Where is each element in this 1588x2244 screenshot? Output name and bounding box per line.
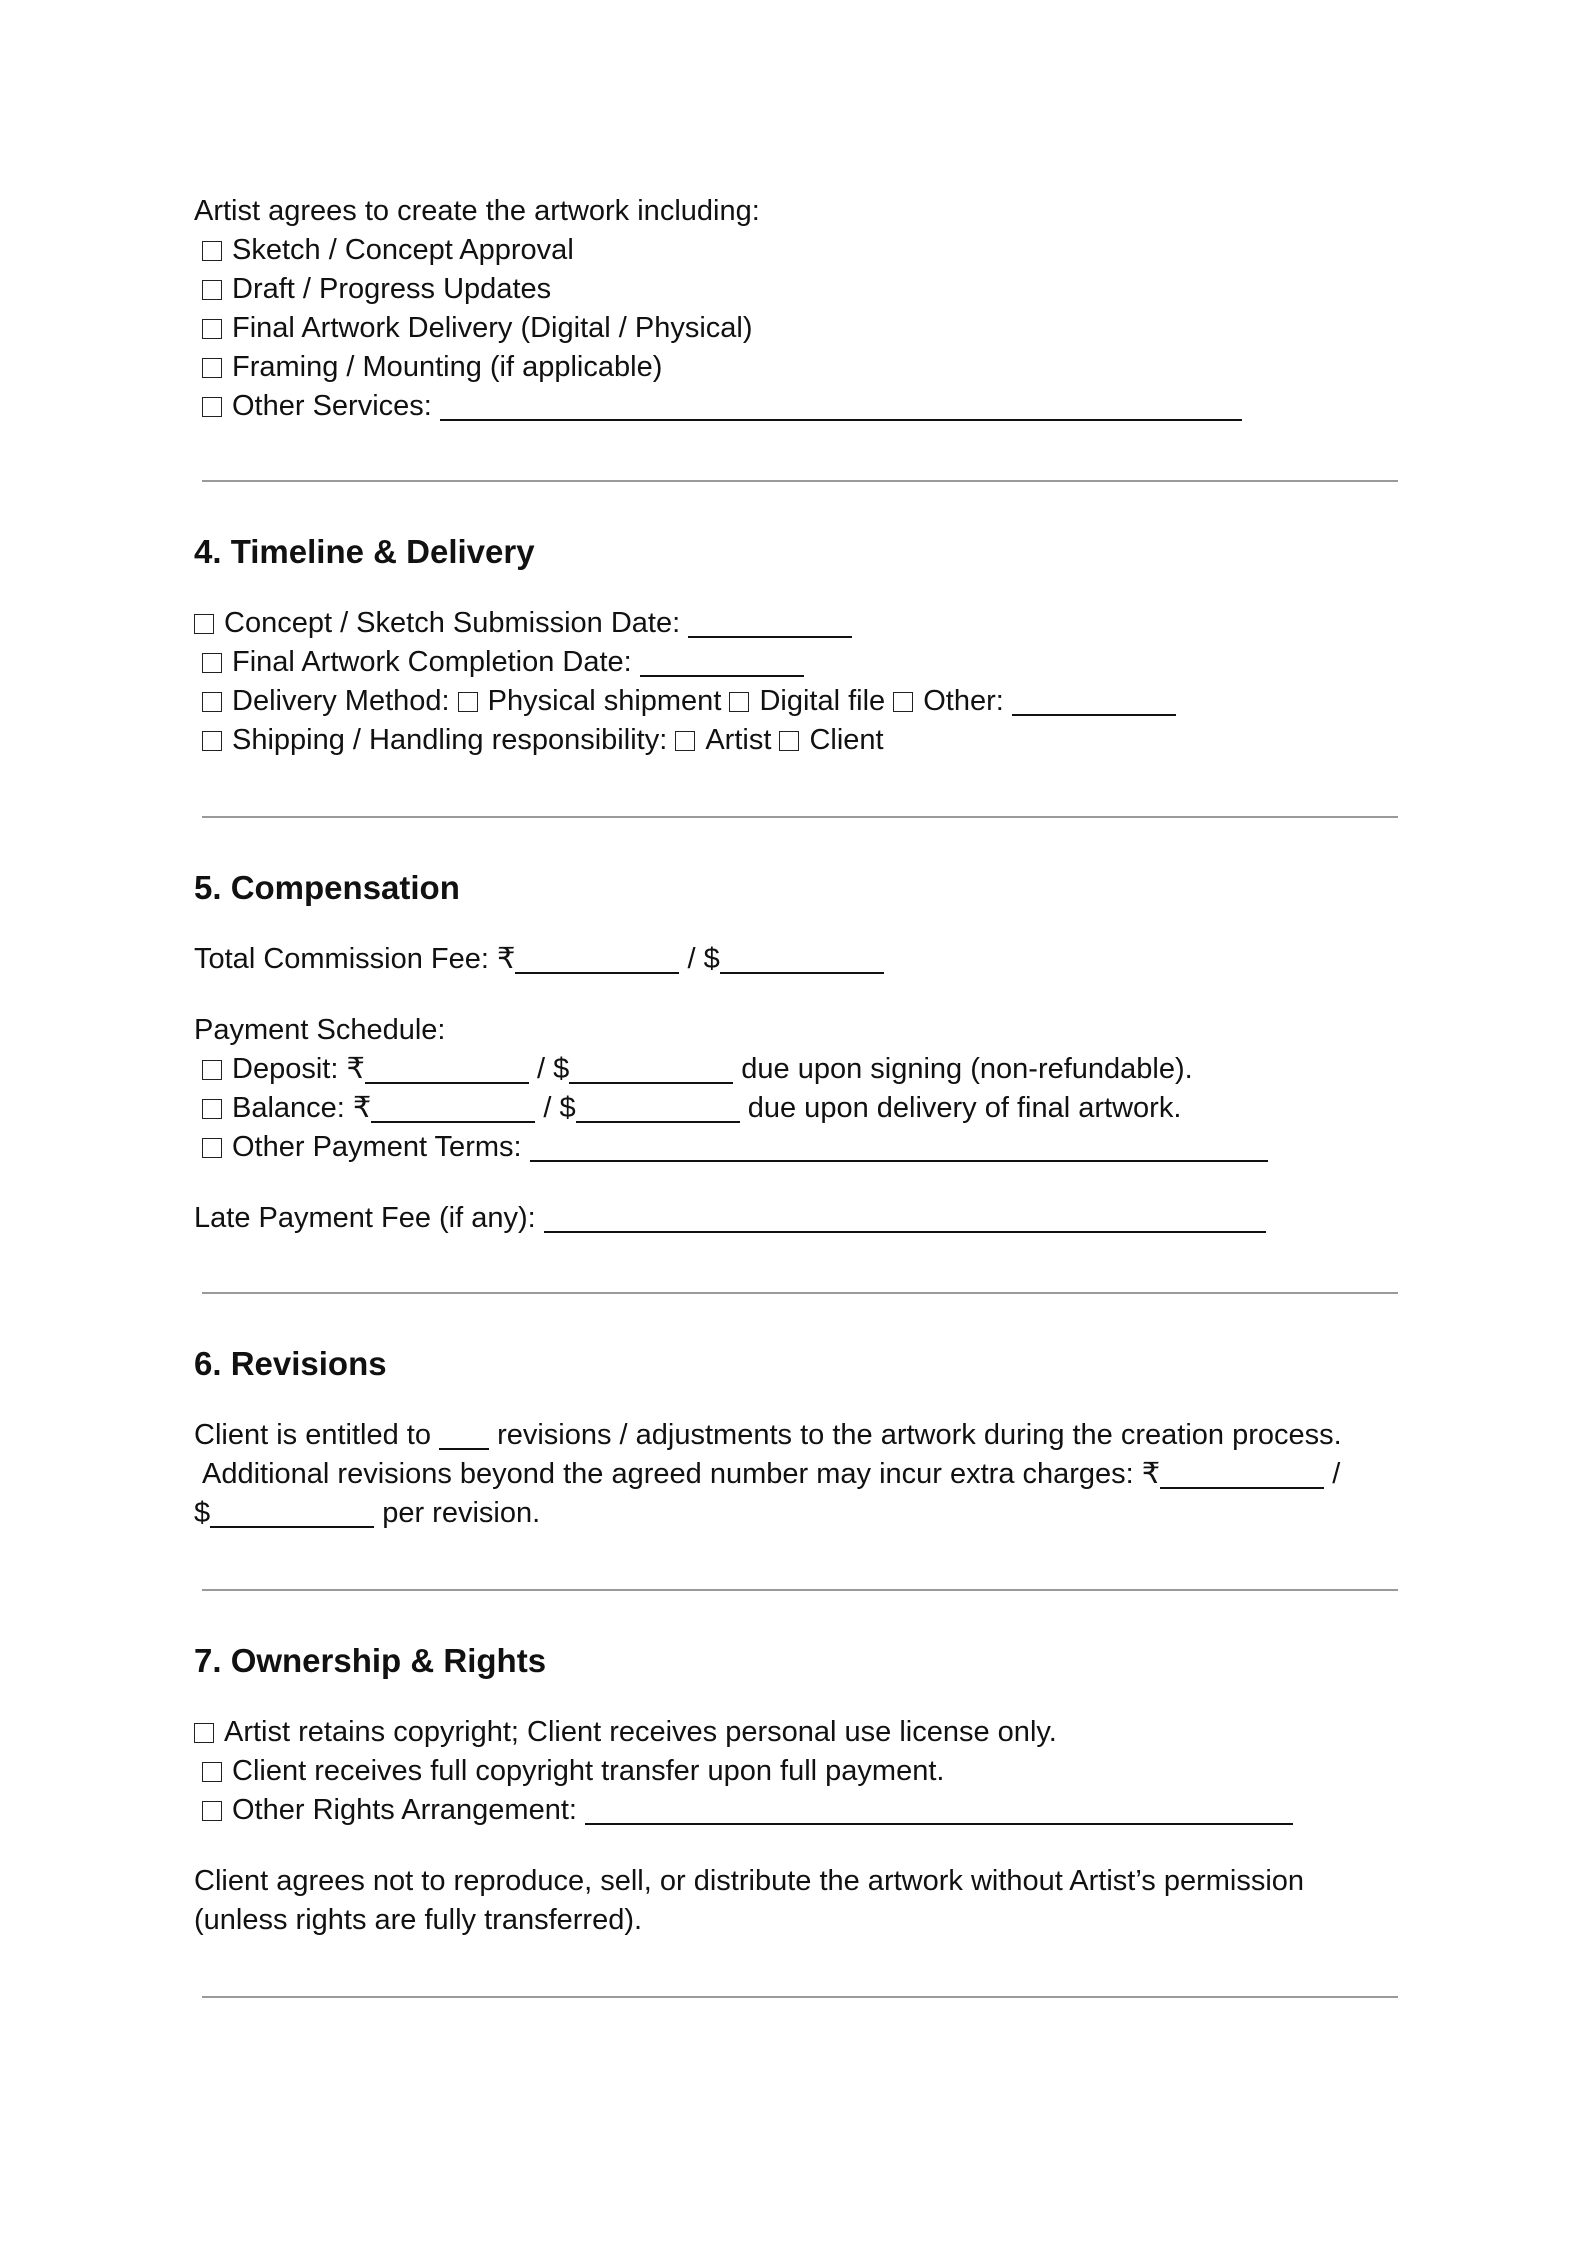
other-terms-line: Other Payment Terms: [194, 1128, 1434, 1167]
late-fee-line: Late Payment Fee (if any): [194, 1199, 1434, 1238]
deposit-usd-blank[interactable] [569, 1054, 733, 1084]
service-item-sketch: Sketch / Concept Approval [194, 231, 1434, 270]
timeline-section [194, 530, 1434, 760]
revisions-line-2: Additional revisions beyond the agreed number may incur extra charges: ₹ / [202, 1458, 1341, 1490]
service-item-framing: Framing / Mounting (if applicable) [194, 348, 1434, 387]
revision-fee-usd-blank[interactable] [210, 1498, 374, 1528]
deposit-inr-blank[interactable] [365, 1054, 529, 1084]
balance-line: Balance: ₹ / $ due upon delivery of final artwork. [194, 1089, 1434, 1128]
section-heading-compensation: 5. Compensation [194, 869, 460, 906]
revisions-section [194, 1342, 1434, 1533]
checkbox[interactable] [202, 653, 222, 673]
concept-date-blank[interactable] [688, 608, 852, 638]
total-fee-line: Total Commission Fee: ₹ / $ [194, 940, 1434, 979]
service-item-draft: Draft / Progress Updates [194, 270, 1434, 309]
checkbox[interactable] [202, 397, 222, 417]
checkbox[interactable] [194, 614, 214, 634]
checkbox[interactable] [202, 319, 222, 339]
checkbox[interactable] [202, 731, 222, 751]
rights-section [194, 1639, 1434, 1940]
revision-fee-inr-blank[interactable] [1160, 1459, 1324, 1489]
delivery-method-line: Delivery Method: Physical shipment Digital file Other: [194, 682, 1434, 721]
checkbox[interactable] [202, 1060, 222, 1080]
fee-inr-blank[interactable] [515, 944, 679, 974]
fee-usd-blank[interactable] [720, 944, 884, 974]
delivery-other-blank[interactable] [1012, 686, 1176, 716]
checkbox[interactable] [202, 1099, 222, 1119]
checkbox[interactable] [202, 692, 222, 712]
checkbox-other[interactable] [893, 692, 913, 712]
section-heading-revisions: 6. Revisions [194, 1345, 387, 1382]
balance-usd-blank[interactable] [576, 1093, 740, 1123]
checkbox-physical[interactable] [458, 692, 478, 712]
late-fee-blank[interactable] [544, 1203, 1266, 1233]
rights-option-2: Client receives full copyright transfer upon full payment. [194, 1752, 1434, 1791]
checkbox[interactable] [202, 241, 222, 261]
services-section [194, 192, 1434, 426]
rights-option-1: Artist retains copyright; Client receives personal use license only. [194, 1713, 1434, 1752]
completion-date-line: Final Artwork Completion Date: [194, 643, 1434, 682]
checkbox[interactable] [202, 1138, 222, 1158]
revisions-line-1: Client is entitled to revisions / adjustments to the artwork during the creation process. [194, 1419, 1342, 1451]
revisions-line-3: $ per revision. [194, 1497, 541, 1529]
rights-option-3: Other Rights Arrangement: [194, 1791, 1434, 1830]
deposit-line: Deposit: ₹ / $ due upon signing (non-refundable). [194, 1050, 1434, 1089]
checkbox[interactable] [202, 1801, 222, 1821]
checkbox-digital[interactable] [729, 692, 749, 712]
concept-date-line: Concept / Sketch Submission Date: [194, 604, 1434, 643]
checkbox[interactable] [202, 1762, 222, 1782]
rights-note-line-1: Client agrees not to reproduce, sell, or distribute the artwork without Artist’s permission [194, 1865, 1305, 1897]
services-intro: Artist agrees to create the artwork including: [194, 195, 760, 227]
section-heading-rights: 7. Ownership & Rights [194, 1642, 547, 1679]
balance-inr-blank[interactable] [371, 1093, 535, 1123]
checkbox[interactable] [194, 1723, 214, 1743]
checkbox-artist[interactable] [675, 731, 695, 751]
service-item-other: Other Services: [194, 387, 1434, 426]
rights-note-line-2: (unless rights are fully transferred). [194, 1904, 643, 1936]
section-divider [202, 1996, 1398, 1998]
payment-schedule-label: Payment Schedule: [194, 1014, 446, 1046]
completion-date-blank[interactable] [640, 647, 804, 677]
section-heading-timeline: 4. Timeline & Delivery [194, 533, 535, 570]
checkbox-client[interactable] [779, 731, 799, 751]
other-services-blank[interactable] [440, 391, 1242, 421]
compensation-section [194, 866, 1434, 1238]
revisions-count-blank[interactable] [439, 1420, 489, 1450]
other-terms-blank[interactable] [530, 1132, 1268, 1162]
other-rights-blank[interactable] [585, 1795, 1293, 1825]
shipping-line: Shipping / Handling responsibility: Artist Client [194, 721, 1434, 760]
checkbox[interactable] [202, 280, 222, 300]
checkbox[interactable] [202, 358, 222, 378]
contract-page [194, 192, 1434, 1998]
service-item-final: Final Artwork Delivery (Digital / Physical) [194, 309, 1434, 348]
